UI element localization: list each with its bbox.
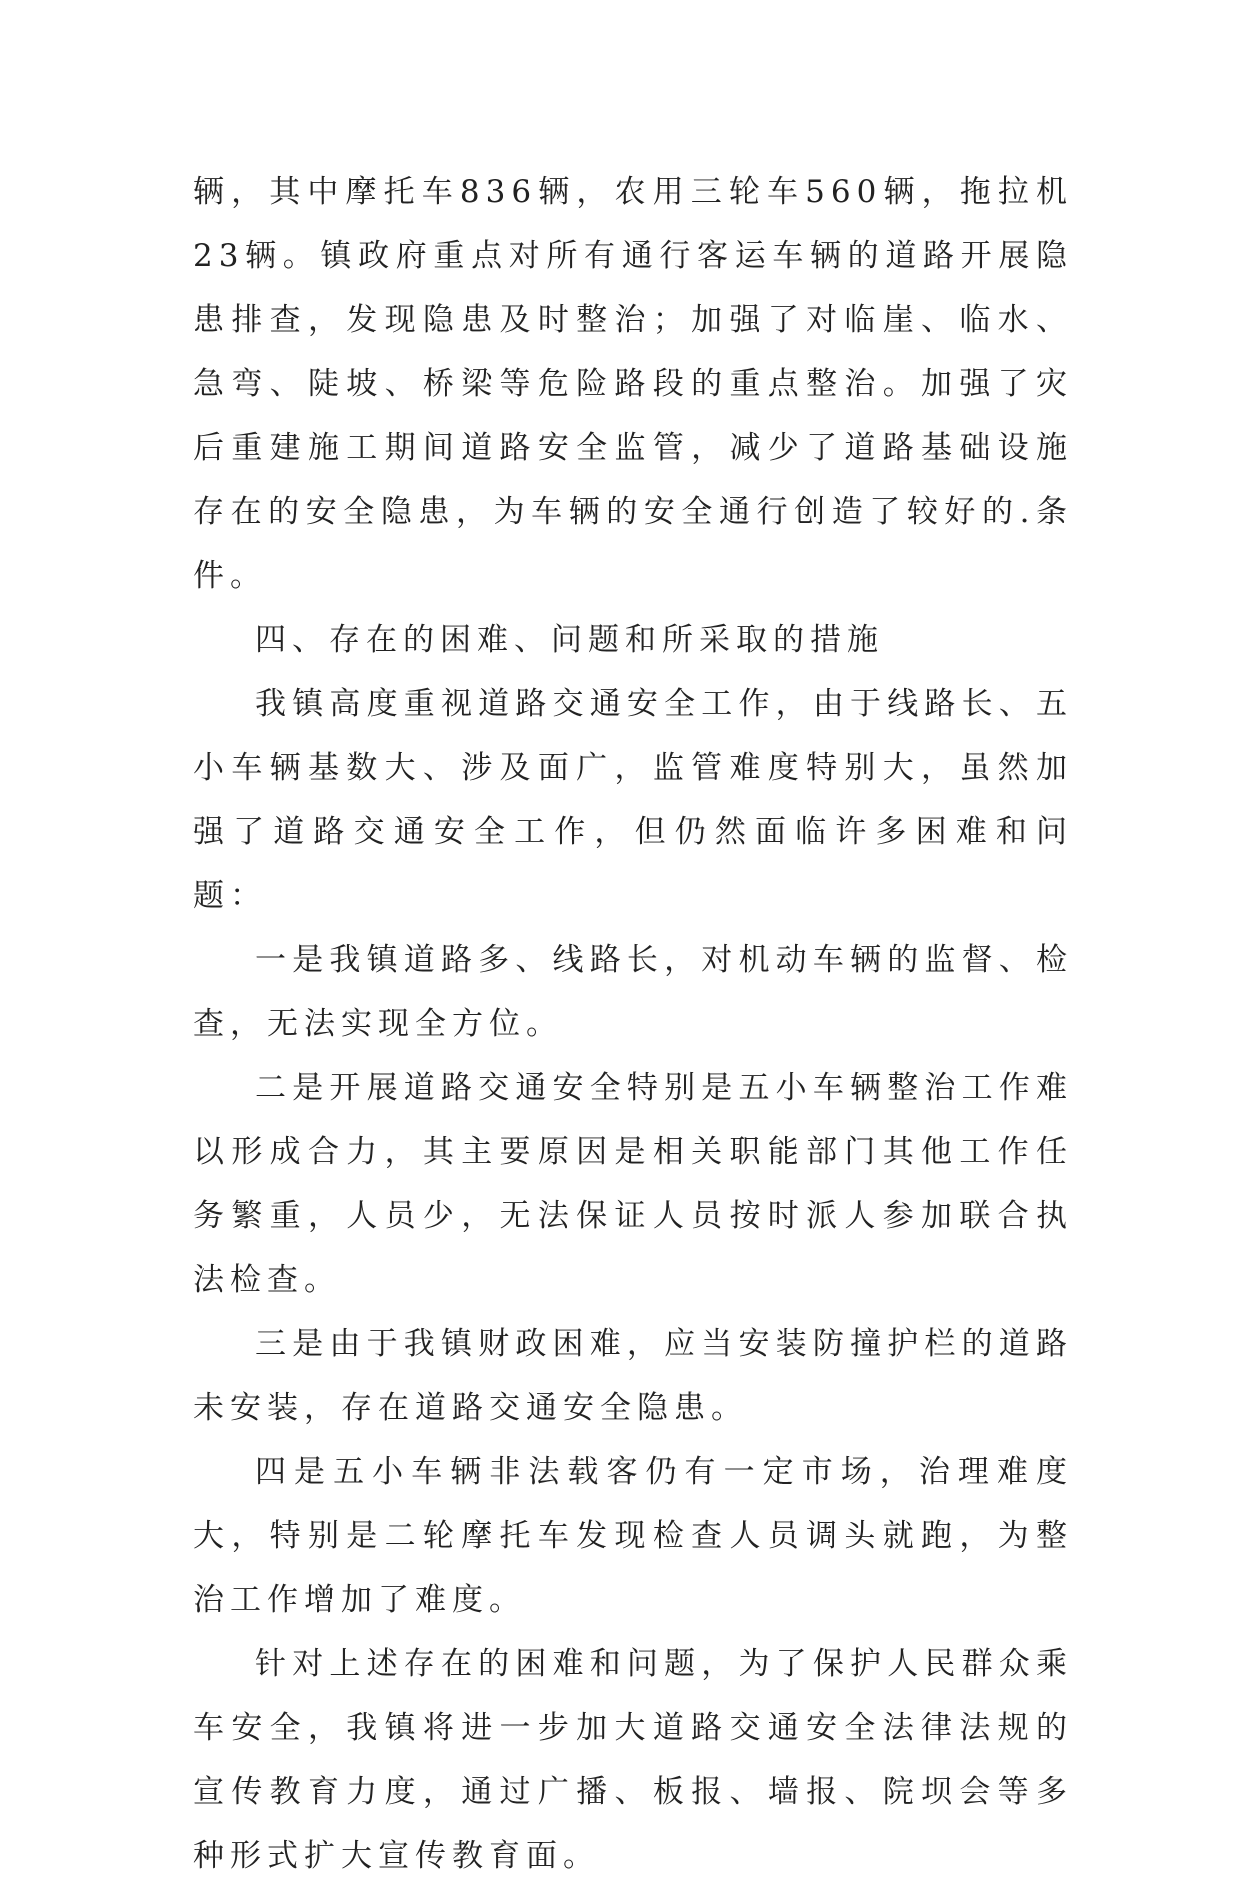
- paragraph-issue-4: 四是五小车辆非法载客仍有一定市场，治理难度大，特别是二轮摩托车发现检查人员调头就跑，为整治工作增加了难度。: [193, 1454, 1073, 1618]
- document-body: [193, 160, 1073, 1888]
- section-heading: 四、存在的困难、问题和所采取的措施: [255, 622, 884, 658]
- paragraph-measures: 针对上述存在的困难和问题，为了保护人民群众乘车安全，我镇将进一步加大道路交通安全法律法规的宣传教育力度，通过广播、板报、墙报、院坝会等多种形式扩大宣传教育面。: [193, 1646, 1073, 1874]
- paragraph-issue-3: 三是由于我镇财政困难，应当安装防撞护栏的道路未安装，存在道路交通安全隐患。: [193, 1326, 1073, 1426]
- paragraph-intro: 我镇高度重视道路交通安全工作，由于线路长、五小车辆基数大、涉及面广，监管难度特别大，虽然加强了道路交通安全工作，但仍然面临许多困难和问题：: [193, 686, 1073, 914]
- paragraph-continuation: 辆，其中摩托车836辆，农用三轮车560辆，拖拉机23辆。镇政府重点对所有通行客运车辆的道路开展隐患排查，发现隐患及时整治；加强了对临崖、临水、急弯、陡坡、桥梁等危险路段的重点整治。加强了灾后重建施工期间道路安全监管，减少了道路基础设施存在的安全隐患，为车辆的安全通行创造了较好的.条件。: [193, 174, 1073, 594]
- paragraph-issue-1: 一是我镇道路多、线路长，对机动车辆的监督、检查，无法实现全方位。: [193, 942, 1073, 1042]
- paragraph-issue-2: 二是开展道路交通安全特别是五小车辆整治工作难以形成合力，其主要原因是相关职能部门其他工作任务繁重，人员少，无法保证人员按时派人参加联合执法检查。: [193, 1070, 1073, 1298]
